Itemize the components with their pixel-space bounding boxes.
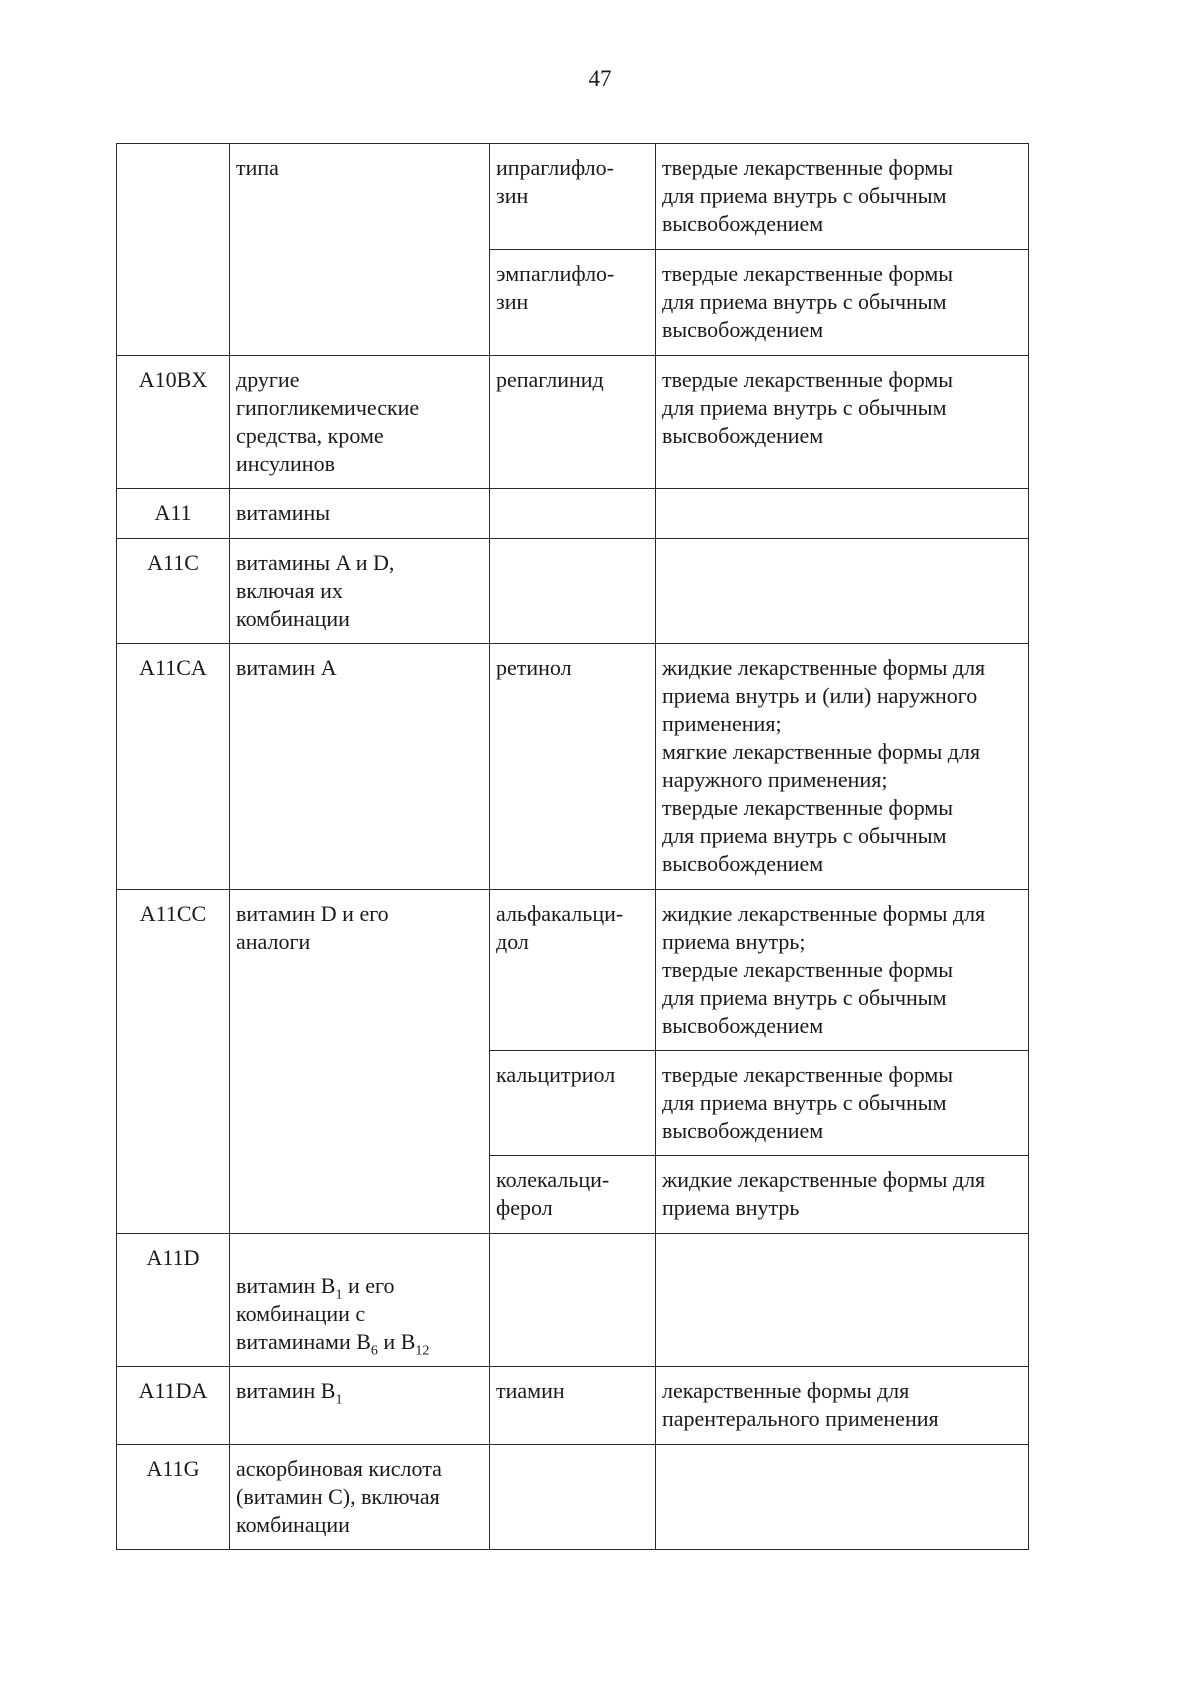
drug-name-cell: эмпаглифло- зин <box>490 250 656 356</box>
drug-name-cell: альфакальци- дол <box>490 890 656 1051</box>
atc-code-cell: A11C <box>117 539 230 644</box>
dosage-form-cell <box>656 1445 1029 1550</box>
table-row <box>117 1367 1029 1445</box>
dosage-form-cell: жидкие лекарственные формы для приема внутрь <box>656 1156 1029 1234</box>
table-row <box>117 489 1029 539</box>
atc-code-cell: A11D <box>117 1234 230 1367</box>
dosage-form-cell: лекарственные формы для парентерального применения <box>656 1367 1029 1445</box>
atc-code-cell: A11G <box>117 1445 230 1550</box>
table-row <box>117 144 1029 250</box>
table-row <box>117 356 1029 489</box>
group-name-part: витамин B <box>236 1273 336 1298</box>
page-number: 47 <box>588 66 612 91</box>
table-row <box>117 539 1029 644</box>
group-name-cell: типа <box>230 144 490 356</box>
atc-code-cell: A11CC <box>117 890 230 1234</box>
drug-classification-table <box>116 143 1029 1550</box>
group-name-part: и его комбинации с витаминами B <box>236 1273 395 1354</box>
group-name-cell: другие гипогликемические средства, кроме инсулинов <box>230 356 490 489</box>
dosage-form-cell <box>656 539 1029 644</box>
drug-name-cell <box>490 539 656 644</box>
table-row <box>117 890 1029 1051</box>
drug-name-cell: колекальци- ферол <box>490 1156 656 1234</box>
drug-name-cell: ипраглифло- зин <box>490 144 656 250</box>
dosage-form-cell: жидкие лекарственные формы для приема внутрь и (или) наружного применения; мягкие лекарственные формы для наружного применения; твердые лекарственные формы для приема внутрь с обычным высвобождением <box>656 644 1029 890</box>
dosage-form-cell: твердые лекарственные формы для приема внутрь с обычным высвобождением <box>656 250 1029 356</box>
atc-code-cell: A11 <box>117 489 230 539</box>
group-name-cell <box>230 1367 490 1445</box>
dosage-form-cell: твердые лекарственные формы для приема внутрь с обычным высвобождением <box>656 356 1029 489</box>
group-name-cell <box>230 1234 490 1367</box>
group-name-cell: витамин D и его аналоги <box>230 890 490 1234</box>
table-row <box>117 1445 1029 1550</box>
drug-name-cell <box>490 1445 656 1550</box>
drug-name-cell: ретинол <box>490 644 656 890</box>
dosage-form-cell: жидкие лекарственные формы для приема внутрь; твердые лекарственные формы для приема внутрь с обычным высвобождением <box>656 890 1029 1051</box>
group-name-cell: витамин A <box>230 644 490 890</box>
dosage-form-cell: твердые лекарственные формы для приема внутрь с обычным высвобождением <box>656 144 1029 250</box>
vitamin-subscript: 1 <box>335 1392 343 1408</box>
dosage-form-cell <box>656 489 1029 539</box>
vitamin-subscript: 6 <box>370 1343 378 1359</box>
dosage-form-cell <box>656 1234 1029 1367</box>
vitamin-subscript: 12 <box>415 1343 430 1359</box>
atc-code-cell: A10BX <box>117 356 230 489</box>
table-row <box>117 1234 1029 1367</box>
table-row <box>117 644 1029 890</box>
dosage-form-cell: твердые лекарственные формы для приема внутрь с обычным высвобождением <box>656 1051 1029 1156</box>
group-name-part: витамин B <box>236 1378 336 1403</box>
atc-code-cell <box>117 144 230 356</box>
drug-name-cell: репаглинид <box>490 356 656 489</box>
atc-code-cell: A11CA <box>117 644 230 890</box>
drug-name-cell: кальцитриол <box>490 1051 656 1156</box>
group-name-part: и B <box>377 1329 416 1354</box>
group-name-cell: аскорбиновая кислота (витамин C), включая комбинации <box>230 1445 490 1550</box>
atc-code-cell: A11DA <box>117 1367 230 1445</box>
drug-name-cell <box>490 1234 656 1367</box>
drug-name-cell <box>490 489 656 539</box>
group-name-cell: витамины <box>230 489 490 539</box>
group-name-cell: витамины A и D, включая их комбинации <box>230 539 490 644</box>
drug-name-cell: тиамин <box>490 1367 656 1445</box>
vitamin-subscript: 1 <box>335 1287 343 1303</box>
